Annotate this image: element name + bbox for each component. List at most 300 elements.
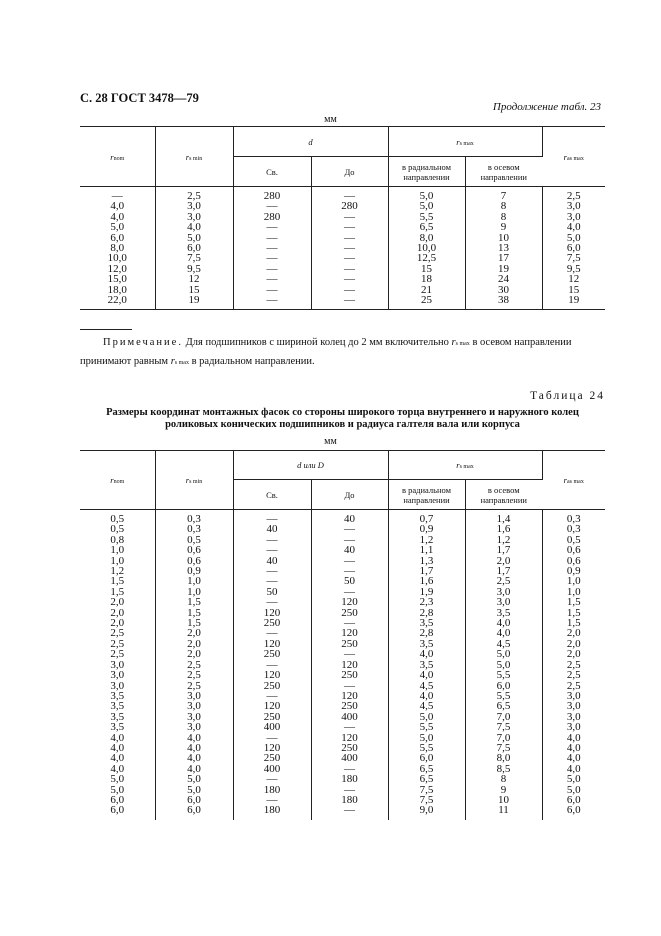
table-cell: 250	[311, 639, 388, 649]
table-cell: 19	[155, 295, 233, 310]
table-cell: 4,0	[566, 752, 581, 765]
table-cell: 6,0	[155, 805, 233, 819]
table-cell: 180	[311, 795, 388, 805]
table-cell: 3,0	[155, 201, 233, 211]
table-row	[80, 524, 605, 534]
table-cell: —	[233, 545, 311, 555]
table-cell: 3,0	[155, 712, 233, 722]
table-cell: 6,0	[80, 805, 155, 819]
table-cell: 0,3	[566, 513, 581, 525]
table-24	[80, 450, 605, 820]
table-cell: 400	[311, 753, 388, 763]
table-cell: 5,0	[465, 649, 542, 659]
table-cell: 40	[233, 556, 311, 566]
table24-title: Размеры координат монтажных фасок со стороны широкого торца внутреннего и наружного колец роликовых конических подшипников и радиуса галтеля вала или корпуса	[106, 407, 579, 430]
table-cell: 10	[465, 795, 542, 805]
table-cell: 250	[233, 649, 311, 659]
table-cell: —	[233, 233, 311, 243]
table-cell: —	[233, 535, 311, 545]
table-cell: 3,0	[465, 597, 542, 607]
table-cell: 1,5	[155, 597, 233, 607]
table-cell: —	[311, 212, 388, 222]
table-cell: 3,0	[566, 710, 581, 723]
table-cell: —	[311, 785, 388, 795]
table-cell: 3,0	[80, 681, 155, 691]
table-cell: —	[233, 566, 311, 576]
table-cell: 3,5	[388, 618, 465, 628]
table-cell: 0,5	[80, 524, 155, 534]
table-cell: 6,0	[566, 793, 581, 806]
table-cell: 12,0	[80, 264, 155, 274]
table-cell: —	[311, 535, 388, 545]
table-cell: 4,0	[465, 628, 542, 638]
table-cell: 3,5	[388, 660, 465, 670]
table-cell: —	[311, 274, 388, 284]
header-r-nom: rnom	[80, 127, 155, 187]
table-cell: 4,0	[566, 741, 581, 754]
table-cell: 2,0	[566, 637, 581, 650]
table-cell: 1,7	[388, 566, 465, 576]
header-r-smax: rs max	[388, 451, 542, 480]
table-cell: —	[233, 243, 311, 253]
table-cell: 5,5	[465, 670, 542, 680]
table-cell: 25	[388, 295, 465, 310]
table-cell: 7,5	[155, 253, 233, 263]
table-cell: 6,0	[155, 243, 233, 253]
table-cell: 6,0	[566, 242, 581, 255]
header-sv: Св.	[233, 480, 311, 510]
table-cell: 1,2	[388, 535, 465, 545]
table-cell: 250	[311, 670, 388, 680]
table-cell: 0,6	[155, 556, 233, 566]
table-cell: 12	[568, 273, 580, 286]
table-cell: 2,8	[388, 628, 465, 638]
table-cell: 120	[233, 670, 311, 680]
table-cell: 0,3	[155, 510, 233, 525]
table-cell: 120	[233, 608, 311, 618]
table-row	[80, 285, 605, 295]
table-cell: 1,0	[155, 587, 233, 597]
table-row	[80, 774, 605, 784]
table-cell: 4,0	[566, 731, 581, 744]
table-cell: 1,3	[388, 556, 465, 566]
table-row	[80, 795, 605, 805]
table23-units: мм	[324, 114, 337, 125]
table-cell: 2,5	[566, 669, 581, 682]
table-cell: 3,0	[465, 587, 542, 597]
table-cell: —	[311, 587, 388, 597]
table-cell: —	[311, 722, 388, 732]
header-r-asmax: ras max	[542, 127, 605, 187]
table-cell: 3,0	[566, 700, 581, 713]
table-cell: —	[311, 253, 388, 263]
table-cell: 15	[568, 283, 580, 296]
table-row	[80, 243, 605, 253]
table-cell: 4,0	[155, 743, 233, 753]
table-cell: 9	[465, 785, 542, 795]
table-cell: 5,0	[155, 774, 233, 784]
table-cell: 18	[388, 274, 465, 284]
table-cell: —	[233, 691, 311, 701]
table-cell: 15	[388, 264, 465, 274]
table-cell: 22,0	[80, 295, 155, 310]
table-cell: 3,0	[155, 691, 233, 701]
table-cell: —	[233, 201, 311, 211]
table-cell: 8	[465, 212, 542, 222]
table-cell: 40	[311, 510, 388, 525]
table-cell: 250	[311, 608, 388, 618]
table-cell: 120	[233, 743, 311, 753]
table-cell: 250	[233, 753, 311, 763]
table-cell: 3,0	[80, 670, 155, 680]
table-cell: 3,0	[566, 689, 581, 702]
table-cell: 4,5	[388, 681, 465, 691]
table-cell: 2,5	[566, 658, 581, 671]
table-row	[80, 608, 605, 618]
table-cell: 5,0	[566, 783, 581, 796]
table-cell: 4,5	[388, 701, 465, 711]
table-cell: 4,0	[80, 753, 155, 763]
table-cell: 6,0	[388, 753, 465, 763]
table-cell: 5,5	[388, 722, 465, 732]
table-cell: 12	[155, 274, 233, 284]
header-do: До	[311, 480, 388, 510]
table-cell: 9,5	[155, 264, 233, 274]
table-cell: 4,0	[388, 649, 465, 659]
table-cell: 5,5	[465, 691, 542, 701]
header-r-smin: rs min	[155, 127, 233, 187]
table-cell: 17	[465, 253, 542, 263]
table-cell: 250	[233, 618, 311, 628]
table-cell: 4,0	[80, 733, 155, 743]
table-cell: 6,0	[566, 804, 581, 817]
table-cell: 12,5	[388, 253, 465, 263]
table-cell: 10	[465, 233, 542, 243]
table-row	[80, 253, 605, 263]
table-cell: 0,9	[566, 565, 581, 578]
table-cell: 15	[155, 285, 233, 295]
table-cell: —	[311, 295, 388, 310]
table-cell: —	[233, 285, 311, 295]
table-cell: 6,0	[465, 681, 542, 691]
table-cell: 1,0	[566, 585, 581, 598]
table-cell: 5,0	[80, 774, 155, 784]
table-cell: 0,7	[388, 510, 465, 525]
table-row	[80, 233, 605, 243]
table-cell: 6,0	[80, 233, 155, 243]
table24-label: Таблица 24	[530, 390, 605, 402]
table-row	[80, 639, 605, 649]
table-row	[80, 295, 605, 310]
table-cell: —	[233, 733, 311, 743]
table-cell: 5,0	[155, 233, 233, 243]
table-cell: 2,0	[566, 648, 581, 661]
table-cell: 0,6	[566, 554, 581, 567]
table-row	[80, 201, 605, 211]
table-cell: —	[311, 649, 388, 659]
table-cell: 4,0	[155, 753, 233, 763]
header-d-or-D: d или D	[233, 451, 388, 480]
table-cell: —	[311, 233, 388, 243]
table-cell: 3,5	[80, 691, 155, 701]
table-cell: 1,6	[388, 576, 465, 586]
table-cell: —	[233, 576, 311, 586]
table-cell: 5,0	[80, 222, 155, 232]
table24-units: мм	[324, 436, 337, 447]
table-cell: 0,6	[566, 544, 581, 557]
table-cell: 120	[233, 701, 311, 711]
table-cell: 0,5	[155, 535, 233, 545]
table-cell: 2,0	[155, 639, 233, 649]
table-cell: 10,0	[80, 253, 155, 263]
table-cell: —	[311, 556, 388, 566]
table-cell: 3,5	[465, 608, 542, 618]
table-row	[80, 805, 605, 819]
table-cell: —	[233, 264, 311, 274]
table-cell: —	[311, 618, 388, 628]
table-cell: 1,0	[80, 545, 155, 555]
table-cell: 400	[233, 722, 311, 732]
table-cell: 3,0	[155, 212, 233, 222]
table-cell: 5,0	[388, 712, 465, 722]
table-cell: 1,5	[155, 618, 233, 628]
table-cell: 3,5	[80, 712, 155, 722]
table-cell: 400	[233, 764, 311, 774]
table-cell: 40	[233, 524, 311, 534]
table-cell: 7,0	[465, 712, 542, 722]
table-cell: 8	[465, 774, 542, 784]
table-cell: 8,5	[465, 764, 542, 774]
table-cell: 4,0	[566, 221, 581, 234]
table-cell: 7,5	[388, 785, 465, 795]
table-cell: 5,0	[388, 187, 465, 202]
table-cell: 5,0	[80, 785, 155, 795]
table-cell: 5,5	[388, 743, 465, 753]
table-cell: —	[233, 295, 311, 310]
table-cell: 6,5	[388, 764, 465, 774]
table-cell: 180	[233, 785, 311, 795]
header-r-asmax: ras max	[542, 451, 605, 510]
table-cell: 8	[465, 201, 542, 211]
header-r-smin: rs min	[155, 451, 233, 510]
table-cell: 19	[465, 264, 542, 274]
table-cell: 4,0	[155, 733, 233, 743]
table-cell: 15,0	[80, 274, 155, 284]
table-cell: 1,5	[566, 617, 581, 630]
table-cell: 2,0	[566, 627, 581, 640]
table-cell: 2,5	[80, 649, 155, 659]
table-cell: 11	[465, 805, 542, 819]
table-cell: 50	[311, 576, 388, 586]
table-cell: 3,5	[388, 639, 465, 649]
table-cell: 4,0	[80, 212, 155, 222]
table-row	[80, 264, 605, 274]
table-cell: 280	[311, 201, 388, 211]
header-axial: в осевом направлении	[465, 157, 542, 187]
table-cell: 7,5	[465, 743, 542, 753]
table-cell: —	[311, 524, 388, 534]
table-cell: 280	[233, 212, 311, 222]
table-cell: 0,5	[80, 510, 155, 525]
table-cell: 250	[311, 743, 388, 753]
table-row	[80, 510, 605, 525]
note-text-2: в осевом направлении принимают равным	[80, 337, 572, 367]
table-row	[80, 712, 605, 722]
table-cell: 1,5	[155, 608, 233, 618]
table-cell: 2,0	[80, 618, 155, 628]
table-cell: 5,0	[465, 660, 542, 670]
table-cell: 6,0	[80, 795, 155, 805]
table-row	[80, 535, 605, 545]
table-cell: —	[233, 253, 311, 263]
table-cell: 2,5	[155, 660, 233, 670]
table-cell: 3,0	[155, 701, 233, 711]
table-cell: 6,5	[388, 222, 465, 232]
table-cell: 1,5	[566, 596, 581, 609]
table-cell: 4,0	[80, 743, 155, 753]
table-cell: 6,0	[155, 795, 233, 805]
table-cell: 2,5	[155, 670, 233, 680]
table-cell: 2,5	[566, 190, 581, 202]
table-cell: 1,4	[465, 510, 542, 525]
table-cell: 250	[233, 712, 311, 722]
table-cell: 5,0	[566, 231, 581, 244]
table-cell: 7	[465, 187, 542, 202]
table-cell: 120	[311, 597, 388, 607]
table-row	[80, 545, 605, 555]
table-cell: 6,5	[465, 701, 542, 711]
table-cell: 0,8	[80, 535, 155, 545]
table-cell: 9,0	[388, 805, 465, 819]
table-cell: 0,3	[155, 524, 233, 534]
table-cell: 5,0	[155, 785, 233, 795]
table-cell: 120	[311, 628, 388, 638]
table-cell: 5,0	[388, 733, 465, 743]
table-cell: 2,0	[80, 597, 155, 607]
table-cell: 1,2	[465, 535, 542, 545]
table-cell: 0,3	[566, 523, 581, 536]
table-cell: 2,5	[465, 576, 542, 586]
table-cell: 6,5	[388, 774, 465, 784]
table-cell: 4,0	[80, 201, 155, 211]
table-cell: 0,6	[155, 545, 233, 555]
table-cell: 120	[311, 733, 388, 743]
table-cell: —	[311, 222, 388, 232]
table-cell: —	[233, 222, 311, 232]
table-cell: 0,5	[566, 533, 581, 546]
table-cell: —	[311, 285, 388, 295]
note-text-3: в радиальном направлении.	[188, 356, 315, 367]
header-do: До	[311, 157, 388, 187]
table-cell: 40	[311, 545, 388, 555]
table-cell: 1,5	[80, 587, 155, 597]
table-cell: 38	[465, 295, 542, 310]
note: Примечание. Для подшипников с шириной колец до 2 мм включительно rs max в осевом направлении принимают равным rs max в радиальном направлении.	[80, 337, 572, 367]
table-cell: 1,7	[465, 566, 542, 576]
table-cell: 2,0	[80, 608, 155, 618]
table-cell: 21	[388, 285, 465, 295]
table-cell: 9	[465, 222, 542, 232]
table-row	[80, 556, 605, 566]
table-cell: 1,0	[80, 556, 155, 566]
table-cell: —	[233, 628, 311, 638]
table-cell: 1,0	[566, 575, 581, 588]
header-d: d	[233, 127, 388, 157]
table-cell: 3,0	[566, 200, 581, 213]
table-cell: 1,5	[80, 576, 155, 586]
table-cell: 180	[311, 774, 388, 784]
table-cell: 4,0	[388, 691, 465, 701]
table-cell: —	[233, 795, 311, 805]
table-cell: 2,5	[80, 639, 155, 649]
table-cell: 8,0	[388, 233, 465, 243]
table-cell: 3,0	[566, 210, 581, 223]
table-cell: 5,5	[388, 212, 465, 222]
table-row	[80, 670, 605, 680]
table-cell: 3,0	[80, 660, 155, 670]
table-cell: —	[311, 764, 388, 774]
table-cell: 1,5	[566, 606, 581, 619]
table-cell: 4,0	[388, 670, 465, 680]
table-cell: 13	[465, 243, 542, 253]
table-cell: 120	[311, 660, 388, 670]
table-cell: 4,0	[566, 762, 581, 775]
table-cell: 7,5	[465, 722, 542, 732]
table-cell: 24	[465, 274, 542, 284]
table-cell: 4,0	[80, 764, 155, 774]
note-label: Примечание.	[103, 337, 183, 348]
table-cell: —	[233, 510, 311, 525]
table-cell: —	[311, 805, 388, 819]
table-cell: 4,0	[465, 618, 542, 628]
table-cell: —	[311, 187, 388, 202]
table-cell: 3,0	[566, 721, 581, 734]
header-axial: в осевом направлении	[465, 480, 542, 510]
table-cell: 30	[465, 285, 542, 295]
table-cell: 3,5	[80, 701, 155, 711]
table-cell: 1,1	[388, 545, 465, 555]
table-cell: 2,5	[566, 679, 581, 692]
header-sv: Св.	[233, 157, 311, 187]
table-23	[80, 126, 605, 310]
table-cell: 1,6	[465, 524, 542, 534]
table-cell: 250	[311, 701, 388, 711]
table-cell: 2,0	[155, 649, 233, 659]
table-cell: 4,0	[155, 222, 233, 232]
table-cell: 5,0	[566, 773, 581, 786]
table-cell: 0,9	[155, 566, 233, 576]
table-cell: 50	[233, 587, 311, 597]
table-cell: 1,9	[388, 587, 465, 597]
table-row	[80, 187, 605, 202]
table-cell: 4,5	[465, 639, 542, 649]
table-cell: —	[311, 264, 388, 274]
table-cell: 3,5	[80, 722, 155, 732]
table-row	[80, 222, 605, 232]
table-row	[80, 576, 605, 586]
table-cell: 2,5	[155, 187, 233, 202]
table-cell: —	[233, 274, 311, 284]
table-cell: 5,0	[388, 201, 465, 211]
header-radial: в радиальном направлении	[388, 157, 465, 187]
table-row	[80, 753, 605, 763]
table-cell: 7,0	[465, 733, 542, 743]
table-cell: 2,8	[388, 608, 465, 618]
table-cell: 280	[233, 187, 311, 202]
table-cell: 1,2	[80, 566, 155, 576]
page-header: С. 28 ГОСТ 3478—79	[80, 91, 199, 105]
table-cell: —	[311, 681, 388, 691]
